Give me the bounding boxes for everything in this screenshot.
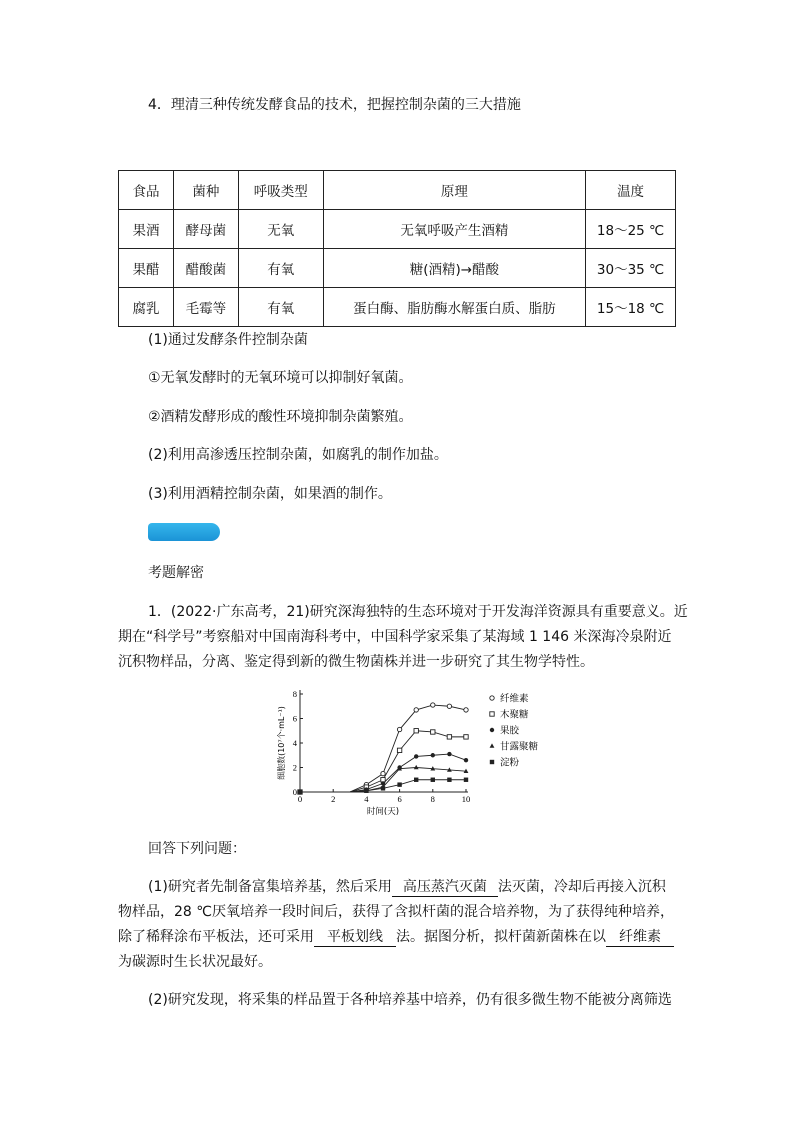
measure-1: (1)通过发酵条件控制杂菌	[148, 332, 308, 348]
legend-label: 果胶	[500, 725, 520, 737]
fermentation-table	[118, 170, 676, 327]
legend-label: 淀粉	[500, 757, 520, 769]
legend-marker	[490, 728, 494, 732]
legend-label: 纤维素	[500, 693, 529, 705]
x-tick-label: 8	[430, 794, 435, 804]
data-point	[464, 758, 468, 762]
y-tick-label: 4	[292, 738, 297, 748]
table-row	[119, 210, 676, 249]
data-point	[447, 735, 451, 739]
x-tick-label: 6	[397, 794, 402, 804]
data-point	[414, 765, 419, 769]
answer-blank-3: 纤维素	[606, 929, 674, 947]
data-point	[431, 778, 435, 782]
data-point	[298, 790, 302, 794]
text: 法灭菌，冷却后再接入沉积	[497, 879, 666, 895]
table-header-row	[119, 171, 676, 210]
x-tick-label: 4	[364, 794, 369, 804]
data-point	[447, 778, 451, 782]
table-cell: 果醋	[119, 249, 174, 288]
x-tick-label: 0	[297, 794, 303, 804]
table-cell: 有氧	[238, 288, 323, 327]
text: (1)研究者先制备富集培养基，然后采用	[148, 879, 392, 895]
table-header: 食品	[119, 171, 174, 210]
measure-3: (3)利用酒精控制杂菌，如果酒的制作。	[148, 486, 392, 502]
question-part1-line3	[118, 927, 674, 947]
y-tick-label: 6	[292, 713, 297, 724]
data-point	[364, 789, 368, 793]
section-title: 考题解密	[148, 565, 204, 581]
data-point	[447, 752, 451, 756]
question-part2-line1: (2)研究发现，将采集的样品置于各种培养基中培养，仍有很多微生物不能被分离筛选	[148, 992, 672, 1008]
text: 法。据图分析，拟杆菌新菌株在以	[396, 929, 606, 945]
data-point	[431, 753, 435, 757]
text: 除了稀释涂布平板法，还可采用	[118, 929, 314, 945]
table-cell: 无氧呼吸产生酒精	[323, 210, 586, 249]
table-cell: 腐乳	[119, 288, 174, 327]
data-point	[397, 782, 401, 786]
legend-label: 甘露聚糖	[500, 741, 539, 753]
x-axis-label: 时间(天)	[366, 807, 400, 817]
question-part1-line2: 物样品，28 ℃厌氧培养一段时间后，获得了含拟杆菌的混合培养物，为了获得纯种培养，	[118, 904, 674, 920]
y-tick-label: 2	[292, 762, 297, 773]
table-cell: 蛋白酶、脂肪酶水解蛋白质、脂肪	[323, 288, 586, 327]
legend-label: 木聚糖	[500, 709, 529, 721]
table-cell: 18～25 ℃	[586, 210, 676, 249]
y-axis-label: 细胞数(10⁷个·mL⁻¹)	[277, 706, 286, 780]
question-part1-line1	[148, 877, 666, 897]
table-header: 温度	[586, 171, 676, 210]
answer-blank-2: 平板划线	[314, 929, 396, 947]
table-cell: 15～18 ℃	[586, 288, 676, 327]
y-tick-label: 0	[292, 787, 297, 797]
question-intro-line: 1．(2022·广东高考，21)研究深海独特的生态环境对于开发海洋资源具有重要意义。近	[148, 604, 688, 620]
data-point	[381, 771, 385, 775]
legend-marker	[490, 712, 494, 716]
table-cell: 有氧	[238, 249, 323, 288]
question-prompt: 回答下列问题：	[148, 841, 246, 857]
table-header: 呼吸类型	[238, 171, 323, 210]
section-heading: 4．理清三种传统发酵食品的技术，把握控制杂菌的三大措施	[148, 97, 521, 113]
table-cell: 毛霉等	[173, 288, 238, 327]
measure-1b: ②酒精发酵形成的酸性环境抑制杂菌繁殖。	[148, 409, 413, 425]
measure-2: (2)利用高渗透压控制杂菌，如腐乳的制作加盐。	[148, 447, 448, 463]
section-tag-shape	[148, 523, 220, 541]
table-cell: 30～35 ℃	[586, 249, 676, 288]
legend-marker	[490, 743, 495, 747]
x-tick-label: 2	[331, 794, 336, 804]
data-point	[447, 704, 451, 708]
growth-chart	[276, 684, 546, 820]
data-point	[464, 735, 468, 739]
data-point	[414, 729, 418, 733]
legend-marker	[490, 760, 494, 764]
x-tick-label: 10	[461, 794, 471, 804]
y-tick-label: 8	[292, 689, 297, 699]
data-point	[381, 786, 385, 790]
table-header: 菌种	[173, 171, 238, 210]
answer-blank-1: 高压蒸汽灭菌	[392, 879, 498, 897]
question-intro-line: 沉积物样品，分离、鉴定得到新的微生物菌株并进一步研究了其生物学特性。	[118, 654, 594, 670]
data-point	[414, 708, 418, 712]
table-row	[119, 288, 676, 327]
table-cell: 醋酸菌	[173, 249, 238, 288]
data-point	[414, 754, 418, 758]
question-intro-line: 期在“科学号”考察船对中国南海科考中，中国科学家采集了某海域 1 146 米深海冷泉附近	[118, 629, 672, 645]
table-cell: 糖(酒精)→醋酸	[323, 249, 586, 288]
data-point	[464, 708, 468, 712]
data-point	[397, 727, 401, 731]
question-part1-line4: 为碳源时生长状况最好。	[118, 954, 272, 970]
legend-marker	[490, 696, 494, 700]
table-cell: 无氧	[238, 210, 323, 249]
table-cell: 酵母菌	[173, 210, 238, 249]
data-point	[414, 778, 418, 782]
data-point	[431, 730, 435, 734]
measure-1a: ①无氧发酵时的无氧环境可以抑制好氧菌。	[148, 370, 413, 386]
data-point	[431, 703, 435, 707]
table-row	[119, 249, 676, 288]
table-header: 原理	[323, 171, 586, 210]
data-point	[464, 778, 468, 782]
data-point	[397, 748, 401, 752]
table-cell: 果酒	[119, 210, 174, 249]
